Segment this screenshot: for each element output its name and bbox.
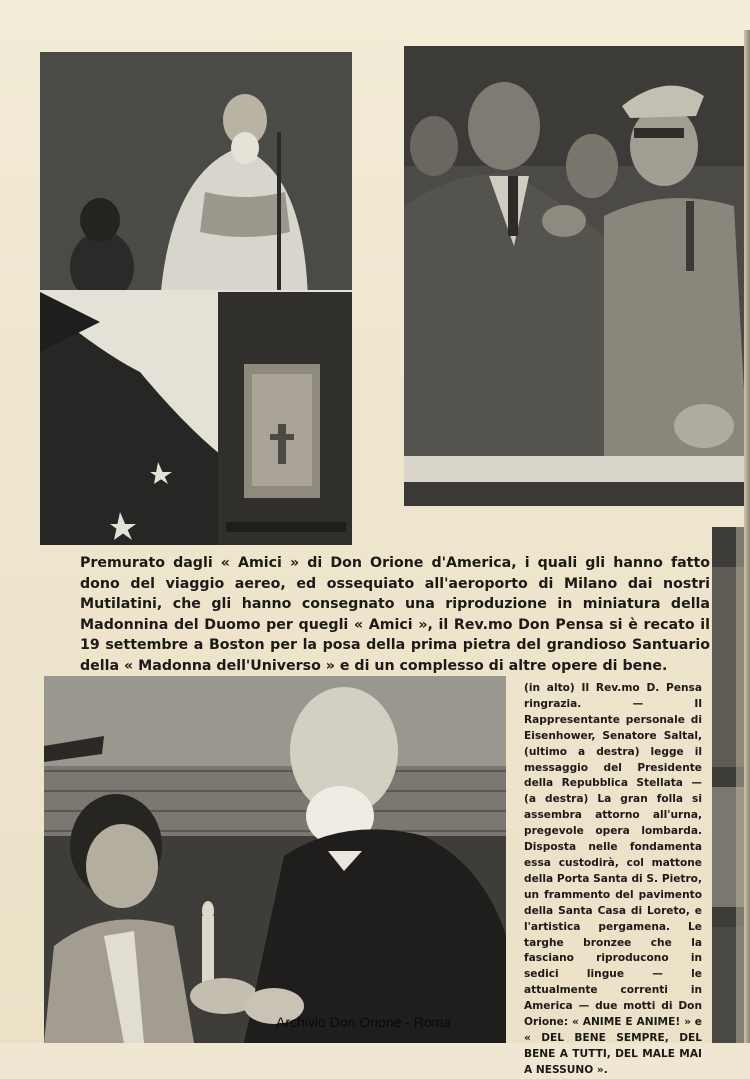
archive-watermark: Archivio Don Orione - Roma [276,1014,452,1030]
photo-priest-at-podium [40,52,352,545]
top-margin [0,0,750,30]
page-binding-edge [744,30,750,1043]
photo-boy-and-priest [44,676,506,1043]
side-caption: (in alto) Il Rev.mo D. Pensa ringrazia. — Il Rappresentante personale di Eisenhower, Senatore Saltal, (ultimo a destra) legge il messaggio del Presidente della Repubblica Stellata — (a destra) La gran folla si assembra attorno all'urna, pregevole opera lombarda. Disposta nelle fondamenta essa custodirà, col mattone della Porta Santa di S. Pietro, un frammento del pavimento della Santa Casa di Loreto, e l'artistica pergamena. Le targhe bronzee che la fasciano riproducono in sedici lingue — le attualmente correnti in America — due motti di Don Orione: « ANIME E ANIME! » e « DEL BENE SEMPRE, DEL BENE A TUTTI, DEL MALE MAI A NESSUNO ». [524,682,702,1076]
photo-dignitaries [404,46,748,506]
main-caption: Premurato dagli « Amici » di Don Orione d'America, i quali gli hanno fatto dono del viaggio aereo, ed ossequiato all'aeroporto di Milano dai nostri Mutilatini, che gli hanno consegnato una riproduzione in miniatura della Madonnina del Duomo per quegli « Amici », il Rev.mo Don Pensa si è recato il 19 settembre a Boston per la posa della prima pietra del grandioso Santuario della « Madonna dell'Universo » e di un complesso di altre opere di bene. [80,555,710,674]
